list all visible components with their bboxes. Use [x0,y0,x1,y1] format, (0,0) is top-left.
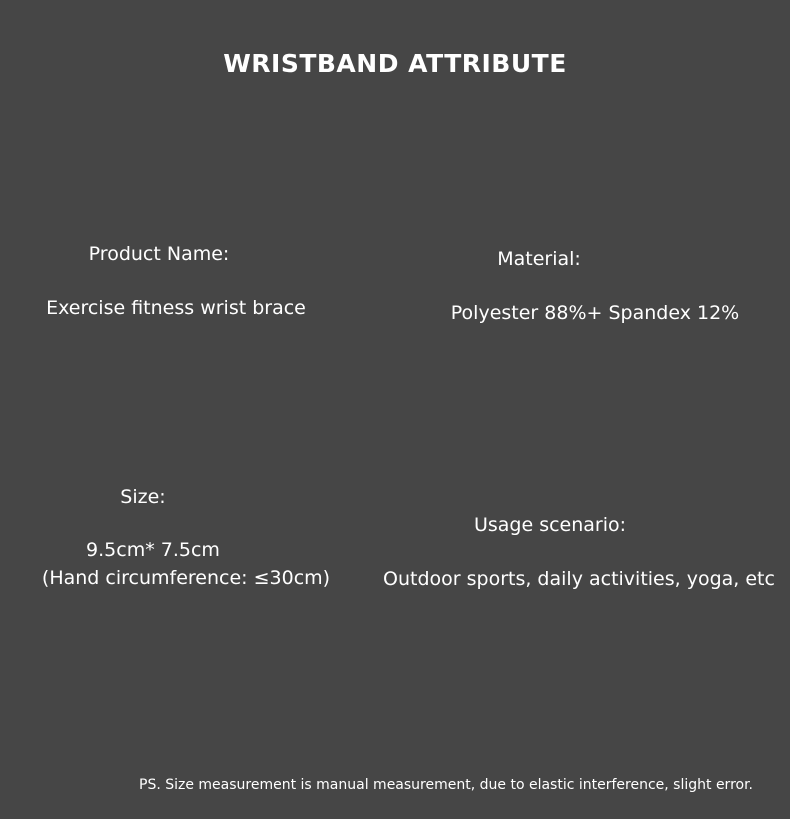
size-label: Size: [120,486,166,508]
measurement-footnote: PS. Size measurement is manual measurement, due to elastic interference, slight error. [139,777,753,793]
size-dimensions-value: 9.5cm* 7.5cm [86,539,220,561]
usage-scenario-label: Usage scenario: [473,514,627,536]
material-label: Material: [497,248,581,270]
product-name-label: Product Name: [88,243,230,265]
product-name-value: Exercise fitness wrist brace [46,297,306,319]
usage-scenario-value: Outdoor sports, daily activities, yoga, etc [383,568,775,590]
size-circumference-value: (Hand circumference: ≤30cm) [41,567,331,589]
page-title: WRISTBAND ATTRIBUTE [223,49,567,78]
material-value: Polyester 88%+ Spandex 12% [450,302,740,324]
